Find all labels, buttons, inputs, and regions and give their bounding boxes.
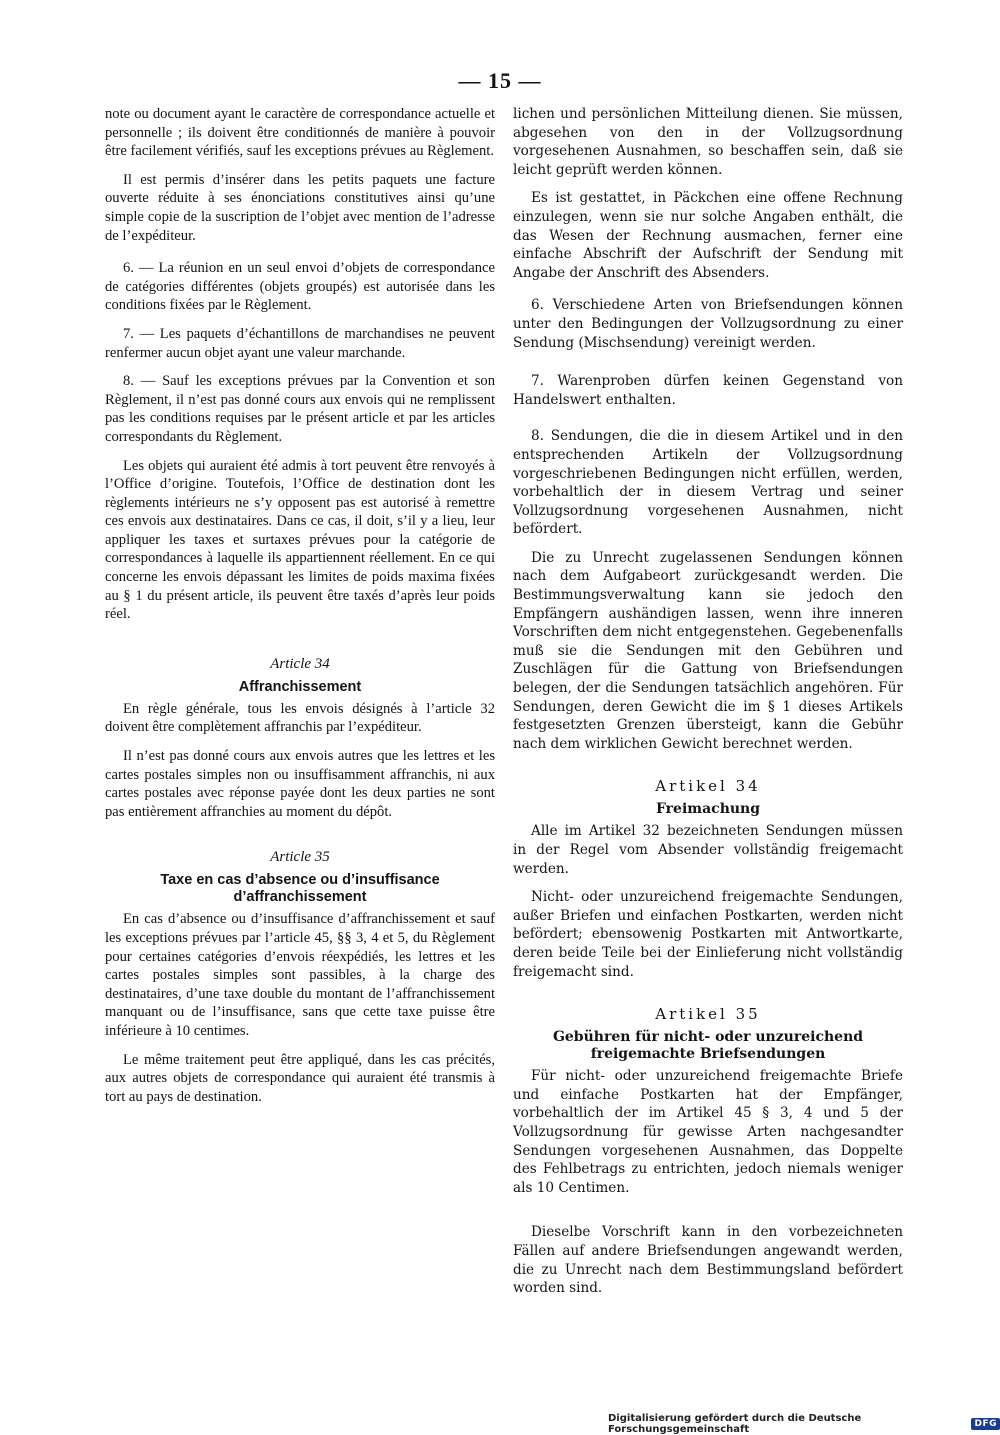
fr-paragraph: En cas d’absence ou d’insuffisance d’affranchissement et sauf les exceptions prévues par l’article 45, §§ 3, 4 et 5, du Règlement pour certaines catégories d’envois réexpédiés, les lettres et les cartes postales simples sont passibles, à la charge des destinataires, d’une taxe double du montant de l’affranchissement manquant ou de l’insuffisance, sans que cette taxe puisse être inférieure à 10 centimes.: [105, 911, 495, 1039]
de-paragraph: Alle im Artikel 32 bezeichneten Sendungen müssen in der Regel vom Absender vollständig freigemacht werden.: [513, 823, 903, 877]
de-paragraph: lichen und persönlichen Mitteilung dienen. Sie müssen, abgesehen von den in der Vollzugsordnung vorgesehenen Ausnahmen, so beschaffen sein, daß sie leicht geprüft werden können.: [513, 106, 903, 178]
fr-paragraph: 8. — Sauf les exceptions prévues par la Convention et son Règlement, il n’est pas donné cours aux envois qui ne remplissent pas les conditions requises par le présent article et par les articles correspondants du Règlement.: [105, 373, 495, 445]
de-paragraph: Für nicht- oder unzureichend freigemachte Briefe und einfache Postkarten hat der Empfänger, vorbehaltlich der im Artikel 45 § 3, 4 und 5 der Vollzugsordnung für gewisse Arten nachgesandter Sendungen vorgesehenen Ausnahmen, das Doppelte des Fehlbetrags zu entrichten, jedoch niemals weniger als 10 Centimen.: [513, 1068, 903, 1196]
french-column: [105, 105, 495, 1116]
de-paragraph: 7. Warenproben dürfen keinen Gegenstand von Handelswert enthalten.: [513, 373, 903, 408]
fr-paragraph: 6. — La réunion en un seul envoi d’objets de correspondance de catégories différentes (objets groupés) est autorisée dans les conditions fixées par le Règlement.: [105, 260, 495, 314]
fr-paragraph: Le même traitement peut être appliqué, dans les cas précités, aux autres objets de correspondance qui auraient été transmis à tort au pays de destination.: [105, 1051, 495, 1105]
fr-article-35-heading: Taxe en cas d’absence ou d’insuffisance d’affranchissement: [160, 872, 440, 906]
de-paragraph: Es ist gestattet, in Päckchen eine offene Rechnung einzulegen, wenn sie nur solche Angaben enthält, die das Wesen der Rechnung ausmachen, ferner eine einfache Abschrift der Aufschrift der Sendung mit Angabe der Anschrift des Absenders.: [513, 190, 903, 281]
page-number: — 15 —: [458, 68, 542, 93]
footer: [608, 1413, 1000, 1435]
fr-paragraph: 7. — Les paquets d’échantillons de marchandises ne peuvent renfermer aucun objet ayant une valeur marchande.: [105, 325, 495, 361]
de-article-35-title: Artikel 35: [655, 1005, 761, 1024]
footer-text: Digitalisierung gefördert durch die Deutsche Forschungsgemeinschaft: [608, 1413, 862, 1435]
fr-paragraph: Il n’est pas donné cours aux envois autres que les lettres et les cartes postales simples non ou insuffisamment affranchis, ni aux cartes postales avec réponse payée dont les deux parties ne sont pas entièrement affranchies au moment du dépôt.: [105, 748, 495, 820]
dfg-logo-icon: DFG: [971, 1418, 1000, 1430]
de-paragraph: Die zu Unrecht zugelassenen Sendungen können nach dem Aufgabeort zurückgesandt werden. Die Bestimmungsverwaltung kann sie jedoch den Empfängern aushändigen lassen, wenn ihre inneren Vorschriften dem nicht entgegenstehen. Gegebenenfalls muß sie die Sendungen mit den Gebühren und Zuschlägen für die Gattung von Briefsendungen belegen, der die Sendungen tatsächlich angehören. Für Sendungen, deren Gewicht die im § 1 dieses Artikels festgesetzten Grenzen übersteigt, kann die Gebühr nach dem wirklichen Gewicht berechnet werden.: [513, 549, 903, 752]
de-paragraph: 6. Verschiedene Arten von Briefsendungen können unter den Bedingungen der Vollzugsordnung zu einer Sendung (Mischsendung) vereinigt werden.: [513, 297, 903, 351]
german-column: [513, 105, 903, 1308]
de-paragraph: 8. Sendungen, die die in diesem Artikel und in den entsprechenden Artikeln der Vollzugsordnung vorgeschriebenen Bedingungen nicht erfüllen, werden, vorbehaltlich der in diesem Vertrag und seiner Vollzugsordnung vorgesehenen Ausnahmen, nicht befördert.: [513, 428, 903, 538]
de-article-34-heading: Freimachung: [655, 801, 761, 818]
de-paragraph: Dieselbe Vorschrift kann in den vorbezeichneten Fällen auf andere Briefsendungen angewandt werden, die zu Unrecht nach dem Bestimmungsland befördert worden sind.: [513, 1224, 903, 1297]
fr-article-34-heading: Affranchissement: [238, 678, 362, 695]
fr-paragraph: Il est permis d’insérer dans les petits paquets une facture ouverte réduite à ses énonciations constitutives ainsi qu’une simple copie de la suscription de l’objet avec mention de l’adresse de l’expéditeur.: [105, 171, 495, 244]
de-paragraph: Nicht- oder unzureichend freigemachte Sendungen, außer Briefen und einfachen Postkarten, werden nicht befördert; ebensowenig Postkarten mit Antwortkarte, deren beide Teile bei der Einlieferung nicht vollständig freigemacht sind.: [513, 889, 903, 980]
fr-paragraph: note ou document ayant le caractère de correspondance actuelle et personnelle ; ils doivent être conditionnés de manière à pouvoir être facilement vérifiés, sauf les exceptions prévues au Règlement.: [105, 106, 495, 160]
de-article-34-title: Artikel 34: [655, 777, 761, 796]
fr-paragraph: Les objets qui auraient été admis à tort peuvent être renvoyés à l’Office d’origine. Toutefois, l’Office de destination dont les règlements intérieurs ne s’y opposent pas est autorisé à remettre ces envois aux destinataires. Dans ce cas, il doit, s’il y a lieu, leur appliquer les taxes et surtaxes prévues pour la catégorie de correspondances à laquelle ils appartiennent réellement. En ce qui concerne les envois dépassant les limites de poids maxima fixées au § 1 du présent article, ils peuvent être taxés d’après leur poids réel.: [105, 457, 495, 623]
fr-paragraph: En règle générale, tous les envois désignés à l’article 32 doivent être complètement affranchis par l’expéditeur.: [105, 700, 495, 736]
de-article-35-heading: Gebühren für nicht- oder unzureichend freigemachte Briefsendungen: [552, 1029, 864, 1063]
fr-article-34-title: Article 34: [270, 655, 330, 672]
fr-article-35-title: Article 35: [270, 849, 330, 866]
